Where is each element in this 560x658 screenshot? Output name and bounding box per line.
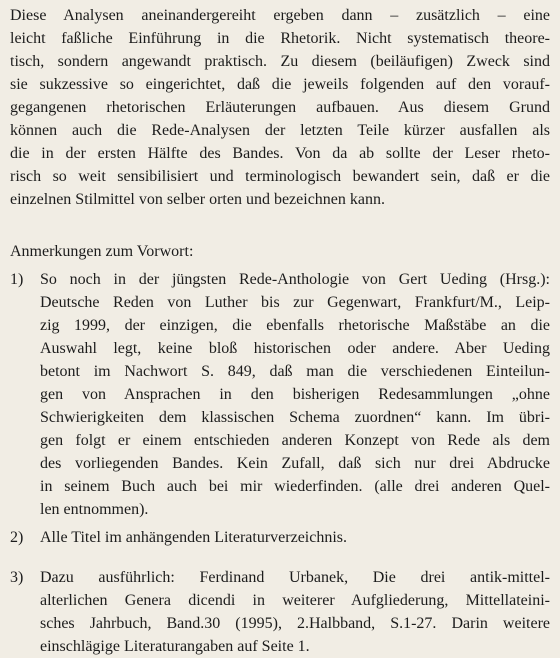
- text-line: Alle Titel im anhängenden Literaturverzeichnis.: [40, 529, 348, 546]
- text-line: gen von Ansprachen in den bisherigen Redesammlungen „ohne: [40, 386, 550, 403]
- intro-paragraph: [10, 4, 550, 211]
- footnote-number: 3): [10, 569, 24, 586]
- text-line: Diese Analysen aneinandergereiht ergeben dann – zusätzlich – eine: [10, 7, 550, 24]
- footnote-number: 1): [10, 271, 24, 288]
- text-line: Auswahl legt, keine bloß historischen oder andere. Aber Ueding: [40, 340, 550, 357]
- footnote-number: 2): [10, 529, 24, 546]
- notes-heading: Anmerkungen zum Vorwort:: [10, 243, 194, 260]
- text-line: Schwierigkeiten dem klassischen Schema zuordnen“ kann. Im übri-: [40, 409, 550, 426]
- text-line: in seinem Buch auch bei mir wiederfinden. (alle drei anderen Quel-: [40, 478, 550, 495]
- text-line: sches Jahrbuch, Band.30 (1995), 2.Halbband, S.1-27. Darin weitere: [40, 615, 550, 632]
- text-line: risch so weit sensibilisiert und terminologisch bewandert sein, daß er die: [10, 168, 550, 185]
- footnote-2: [10, 526, 550, 549]
- text-line: des vorliegenden Bandes. Kein Zufall, daß sich nur drei Abdrucke: [40, 455, 550, 472]
- text-line: können auch die Rede-Analysen der letzten Teile kürzer ausfallen als: [10, 122, 550, 139]
- text-line: tisch, sondern angewandt praktisch. Zu diesem (beiläufigen) Zweck sind: [10, 53, 550, 70]
- text-line: sie sukzessive so eingerichtet, daß die jeweils folgenden auf den vorauf-: [10, 76, 550, 93]
- text-line: gen folgt er einem entschieden anderen Konzept von Rede als dem: [40, 432, 550, 449]
- text-line: betont im Nachwort S. 849, daß man die verschiedenen Einteilun-: [40, 363, 550, 380]
- footnote-1: [10, 268, 550, 521]
- text-line: einschlägige Literaturangaben auf Seite 1.: [40, 638, 310, 655]
- text-line: len entnommen).: [40, 501, 149, 518]
- text-line: gegangenen rhetorischen Erläuterungen aufbauen. Aus diesem Grund: [10, 99, 550, 116]
- text-line: So noch in der jüngsten Rede-Anthologie von Gert Ueding (Hrsg.):: [40, 271, 550, 288]
- text-line: Dazu ausführlich: Ferdinand Urbanek, Die drei antik-mittel-: [40, 569, 550, 586]
- footnote-3: [10, 566, 550, 658]
- text-line: einzelnen Stilmittel von selber orten und bezeichnen kann.: [10, 191, 385, 208]
- text-line: alterlichen Genera dicendi in weiterer Aufgliederung, Mittellateini-: [40, 592, 550, 609]
- text-line: zig 1999, der einzigen, die ebenfalls rhetorische Maßstäbe an die: [40, 317, 550, 334]
- text-line: leicht faßliche Einführung in die Rhetorik. Nicht systematisch theore-: [10, 30, 550, 47]
- text-line: Deutsche Reden von Luther bis zur Gegenwart, Frankfurt/M., Leip-: [40, 294, 550, 311]
- text-line: die in der ersten Hälfte des Bandes. Von da ab sollte der Leser rheto-: [10, 145, 550, 162]
